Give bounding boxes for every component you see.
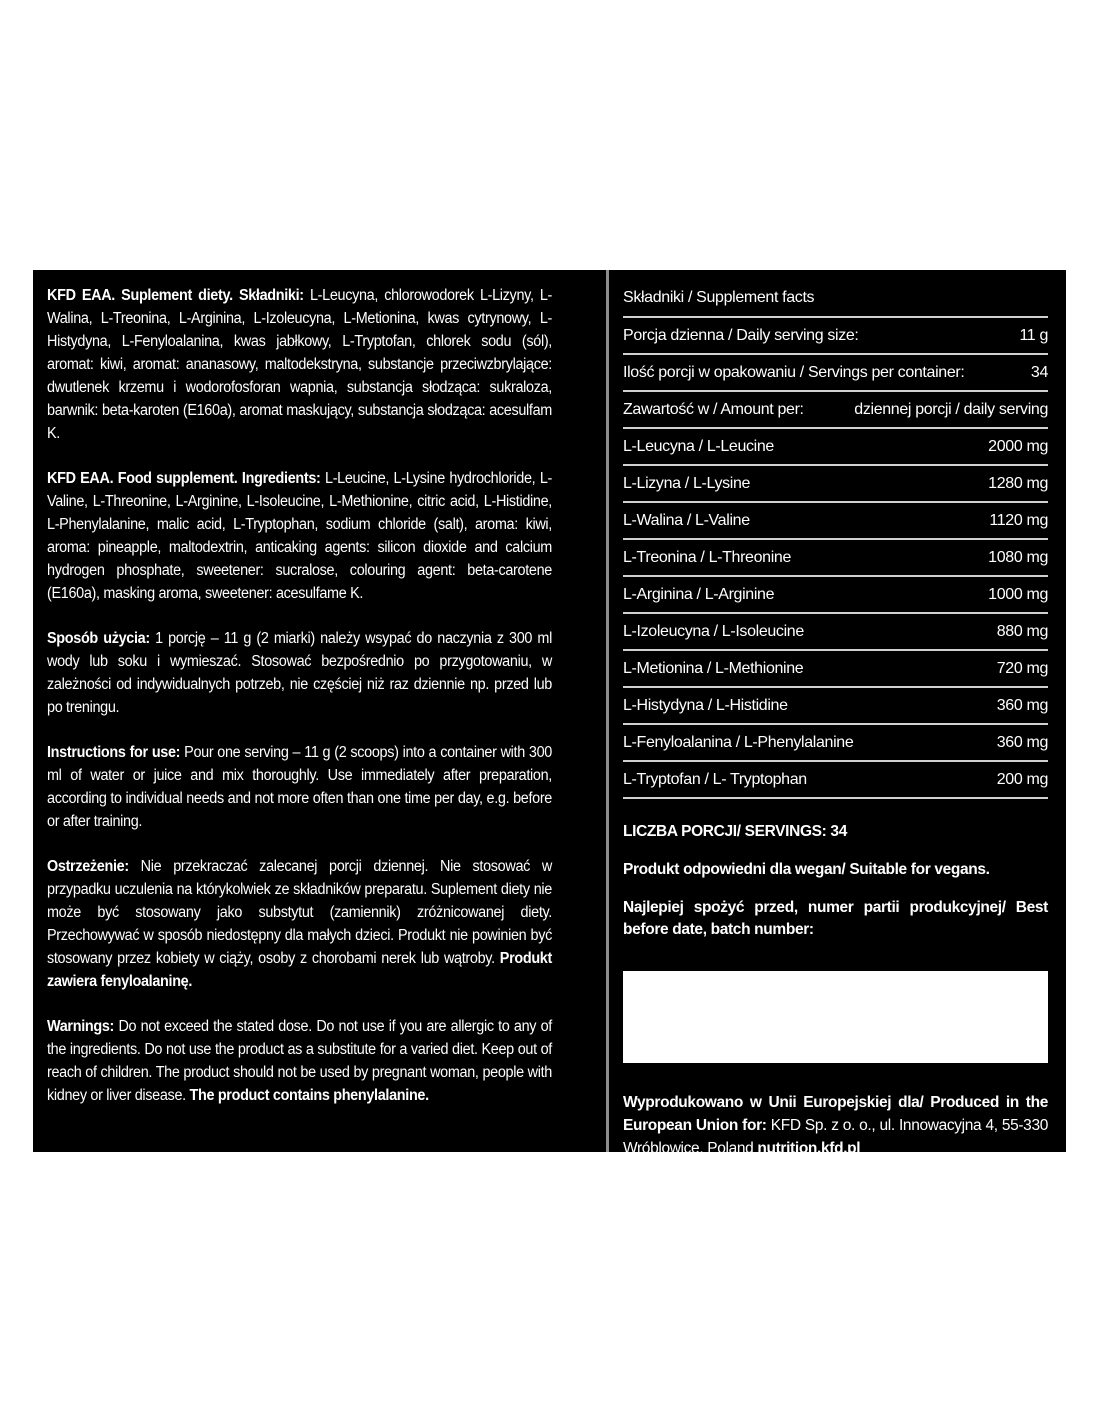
pl-usage (47, 627, 552, 719)
pl-ingredients-text: L-Leucyna, chlorowodorek L-Lizyny, L-Walina, L-Treonina, L-Arginina, L-Izoleucyna, L-Metionina, kwas cytrynowy, L-Histydyna, L-Fenyloalanina, kwas jabłkowy, L-Tryptofan, chlorek sodu (sól), aromat: kiwi, aromat: ananasowy, maltodekstryna, substancje przeciwzbrylające: dwutlenek krzemu i wodorofosforan wapnia, substancja słodząca: sukraloza, barwnik: beta-karoten (E160a), aromat maskujący, substancja słodząca: acesulfam K. (47, 287, 552, 442)
facts-row-value: 1080 mg (988, 548, 1048, 566)
en-warnings (47, 1015, 552, 1107)
facts-row-name: L-Fenyloalanina / L-Phenylalanine (623, 733, 854, 751)
en-ingredients-text: L-Leucine, L-Lysine hydrochloride, L-Valine, L-Threonine, L-Arginine, L-Isoleucine, L-Methionine, citric acid, L-Histidine, L-Phenylalanine, malic acid, L-Tryptophan, sodium chloride (salt), aroma: kiwi, aroma: pineapple, maltodextrin, anticaking agents: silicon dioxide and calcium hydrogen phosphate, sweetener: sucralose, colouring agent: beta-carotene (E160a), masking aroma, sweetener: acesulfame K. (47, 470, 552, 602)
facts-row (623, 614, 1048, 651)
pl-usage-text: 1 porcję – 11 g (2 miarki) należy wsypać do naczynia z 300 ml wody lub soku i wymieszać. Stosować bezpośrednio po przygotowaniu, w zależności od indywidualnych potrzeb, nie częściej niż raz dziennie np. przed lub po treningu. (47, 630, 552, 716)
en-ingredients (47, 467, 552, 605)
facts-header: Składniki / Supplement facts (623, 280, 1048, 318)
facts-row-name: L-Leucyna / L-Leucine (623, 437, 774, 455)
pl-warnings (47, 855, 552, 993)
en-warnings-tail: The product contains phenylalanine. (185, 1087, 429, 1104)
best-before-note: Najlepiej spożyć przed, numer partii produkcyjnej/ Best before date, batch number: (623, 899, 1048, 938)
pl-usage-heading: Sposób użycia: (47, 630, 150, 647)
facts-row-name: L-Histydyna / L-Histidine (623, 696, 788, 714)
pl-warnings-heading: Ostrzeżenie: (47, 858, 129, 875)
column-divider (606, 270, 609, 1152)
supplement-label (33, 270, 1066, 1157)
facts-row (623, 540, 1048, 577)
facts-row (623, 651, 1048, 688)
label-text-column (47, 284, 552, 1129)
serving-size-label: Porcja dzienna / Daily serving size: (623, 326, 859, 344)
en-warnings-heading: Warnings: (47, 1018, 115, 1035)
facts-row (623, 429, 1048, 466)
facts-row-name: L-Walina / L-Valine (623, 511, 750, 529)
facts-row-name: L-Metionina / L-Methionine (623, 659, 804, 677)
facts-row-value: 360 mg (996, 696, 1048, 714)
vegan-note: Produkt odpowiedni dla wegan/ Suitable for vegans. (623, 861, 990, 878)
facts-row-value: 1000 mg (988, 585, 1048, 603)
en-warnings-text: Do not exceed the stated dose. Do not use if you are allergic to any of the ingredients. Do not use the product as a substitute for a varied diet. Keep out of reach of children. The product should not be used by pregnant woman, people with kidney or liver disease. (47, 1018, 552, 1104)
supplement-facts-column (623, 280, 1048, 1176)
serving-size-value: 11 g (1019, 326, 1048, 344)
facts-row (623, 503, 1048, 540)
facts-row-name: L-Arginina / L-Arginine (623, 585, 775, 603)
facts-row-name: L-Lizyna / L-Lysine (623, 474, 751, 492)
amount-per-row (623, 392, 1048, 429)
servings-per-container-value: 34 (1030, 363, 1048, 381)
produced-in-note (623, 1091, 1048, 1160)
en-usage-text: Pour one serving – 11 g (2 scoops) into a container with 300 ml of water or juice and mix thoroughly. Use immediately after preparation, according to individual needs and not more often than one time per day, e.g. before or after training. (47, 744, 553, 830)
servings-per-container-row (623, 355, 1048, 392)
facts-row-name: L-Tryptofan / L- Tryptophan (623, 770, 807, 788)
facts-row-name: L-Treonina / L-Threonine (623, 548, 791, 566)
pl-ingredients (47, 284, 552, 445)
facts-row (623, 688, 1048, 725)
facts-row-value: 1280 mg (988, 474, 1048, 492)
produced-website: nutrition.kfd.pl (757, 1140, 861, 1157)
servings-note: LICZBA PORCJI/ SERVINGS: 34 (623, 823, 847, 840)
en-usage (47, 741, 552, 833)
facts-row (623, 762, 1048, 799)
pl-warnings-tail: Produkt zawiera fenyloalaninę. (47, 950, 552, 990)
facts-row-name: L-Izoleucyna / L-Isoleucine (623, 622, 804, 640)
facts-row (623, 466, 1048, 503)
produced-text: KFD Sp. z o. o., ul. Innowacyjna 4, 55-330 Wróblowice, Poland (623, 1117, 1048, 1157)
facts-row-value: 2000 mg (988, 437, 1048, 455)
facts-row-value: 1120 mg (989, 511, 1048, 529)
produced-heading: Wyprodukowano w Unii Europejskiej dla/ Produced in the European Union for: (623, 1094, 1048, 1134)
amount-per-label: Zawartość w / Amount per: (623, 400, 804, 418)
pl-warnings-text: Nie przekraczać zalecanej porcji dziennej. Nie stosować w przypadku uczulenia na którykolwiek ze składników preparatu. Suplement diety nie może być stosowany jako substytut (zamiennik) zróżnicowanej diety. Przechowywać w sposób niedostępny dla małych dzieci. Produkt nie powinien być stosowany przez kobiety w ciąży, osoby z chorobami nerek lub wątroby. (47, 858, 552, 967)
batch-number-box (623, 971, 1048, 1063)
facts-row-value: 880 mg (996, 622, 1048, 640)
servings-per-container-label: Ilość porcji w opakowaniu / Servings per container: (623, 363, 965, 381)
en-ingredients-heading: KFD EAA. Food supplement. Ingredients: (47, 470, 321, 487)
serving-size-row (623, 318, 1048, 355)
facts-row (623, 725, 1048, 762)
facts-row-value: 200 mg (996, 770, 1048, 788)
amount-per-value: dziennej porcji / daily serving (854, 400, 1048, 418)
pl-ingredients-heading: KFD EAA. Suplement diety. Składniki: (47, 287, 304, 304)
facts-row (623, 577, 1048, 614)
facts-row-value: 360 mg (996, 733, 1048, 751)
en-usage-heading: Instructions for use: (47, 744, 181, 761)
facts-row-value: 720 mg (996, 659, 1048, 677)
